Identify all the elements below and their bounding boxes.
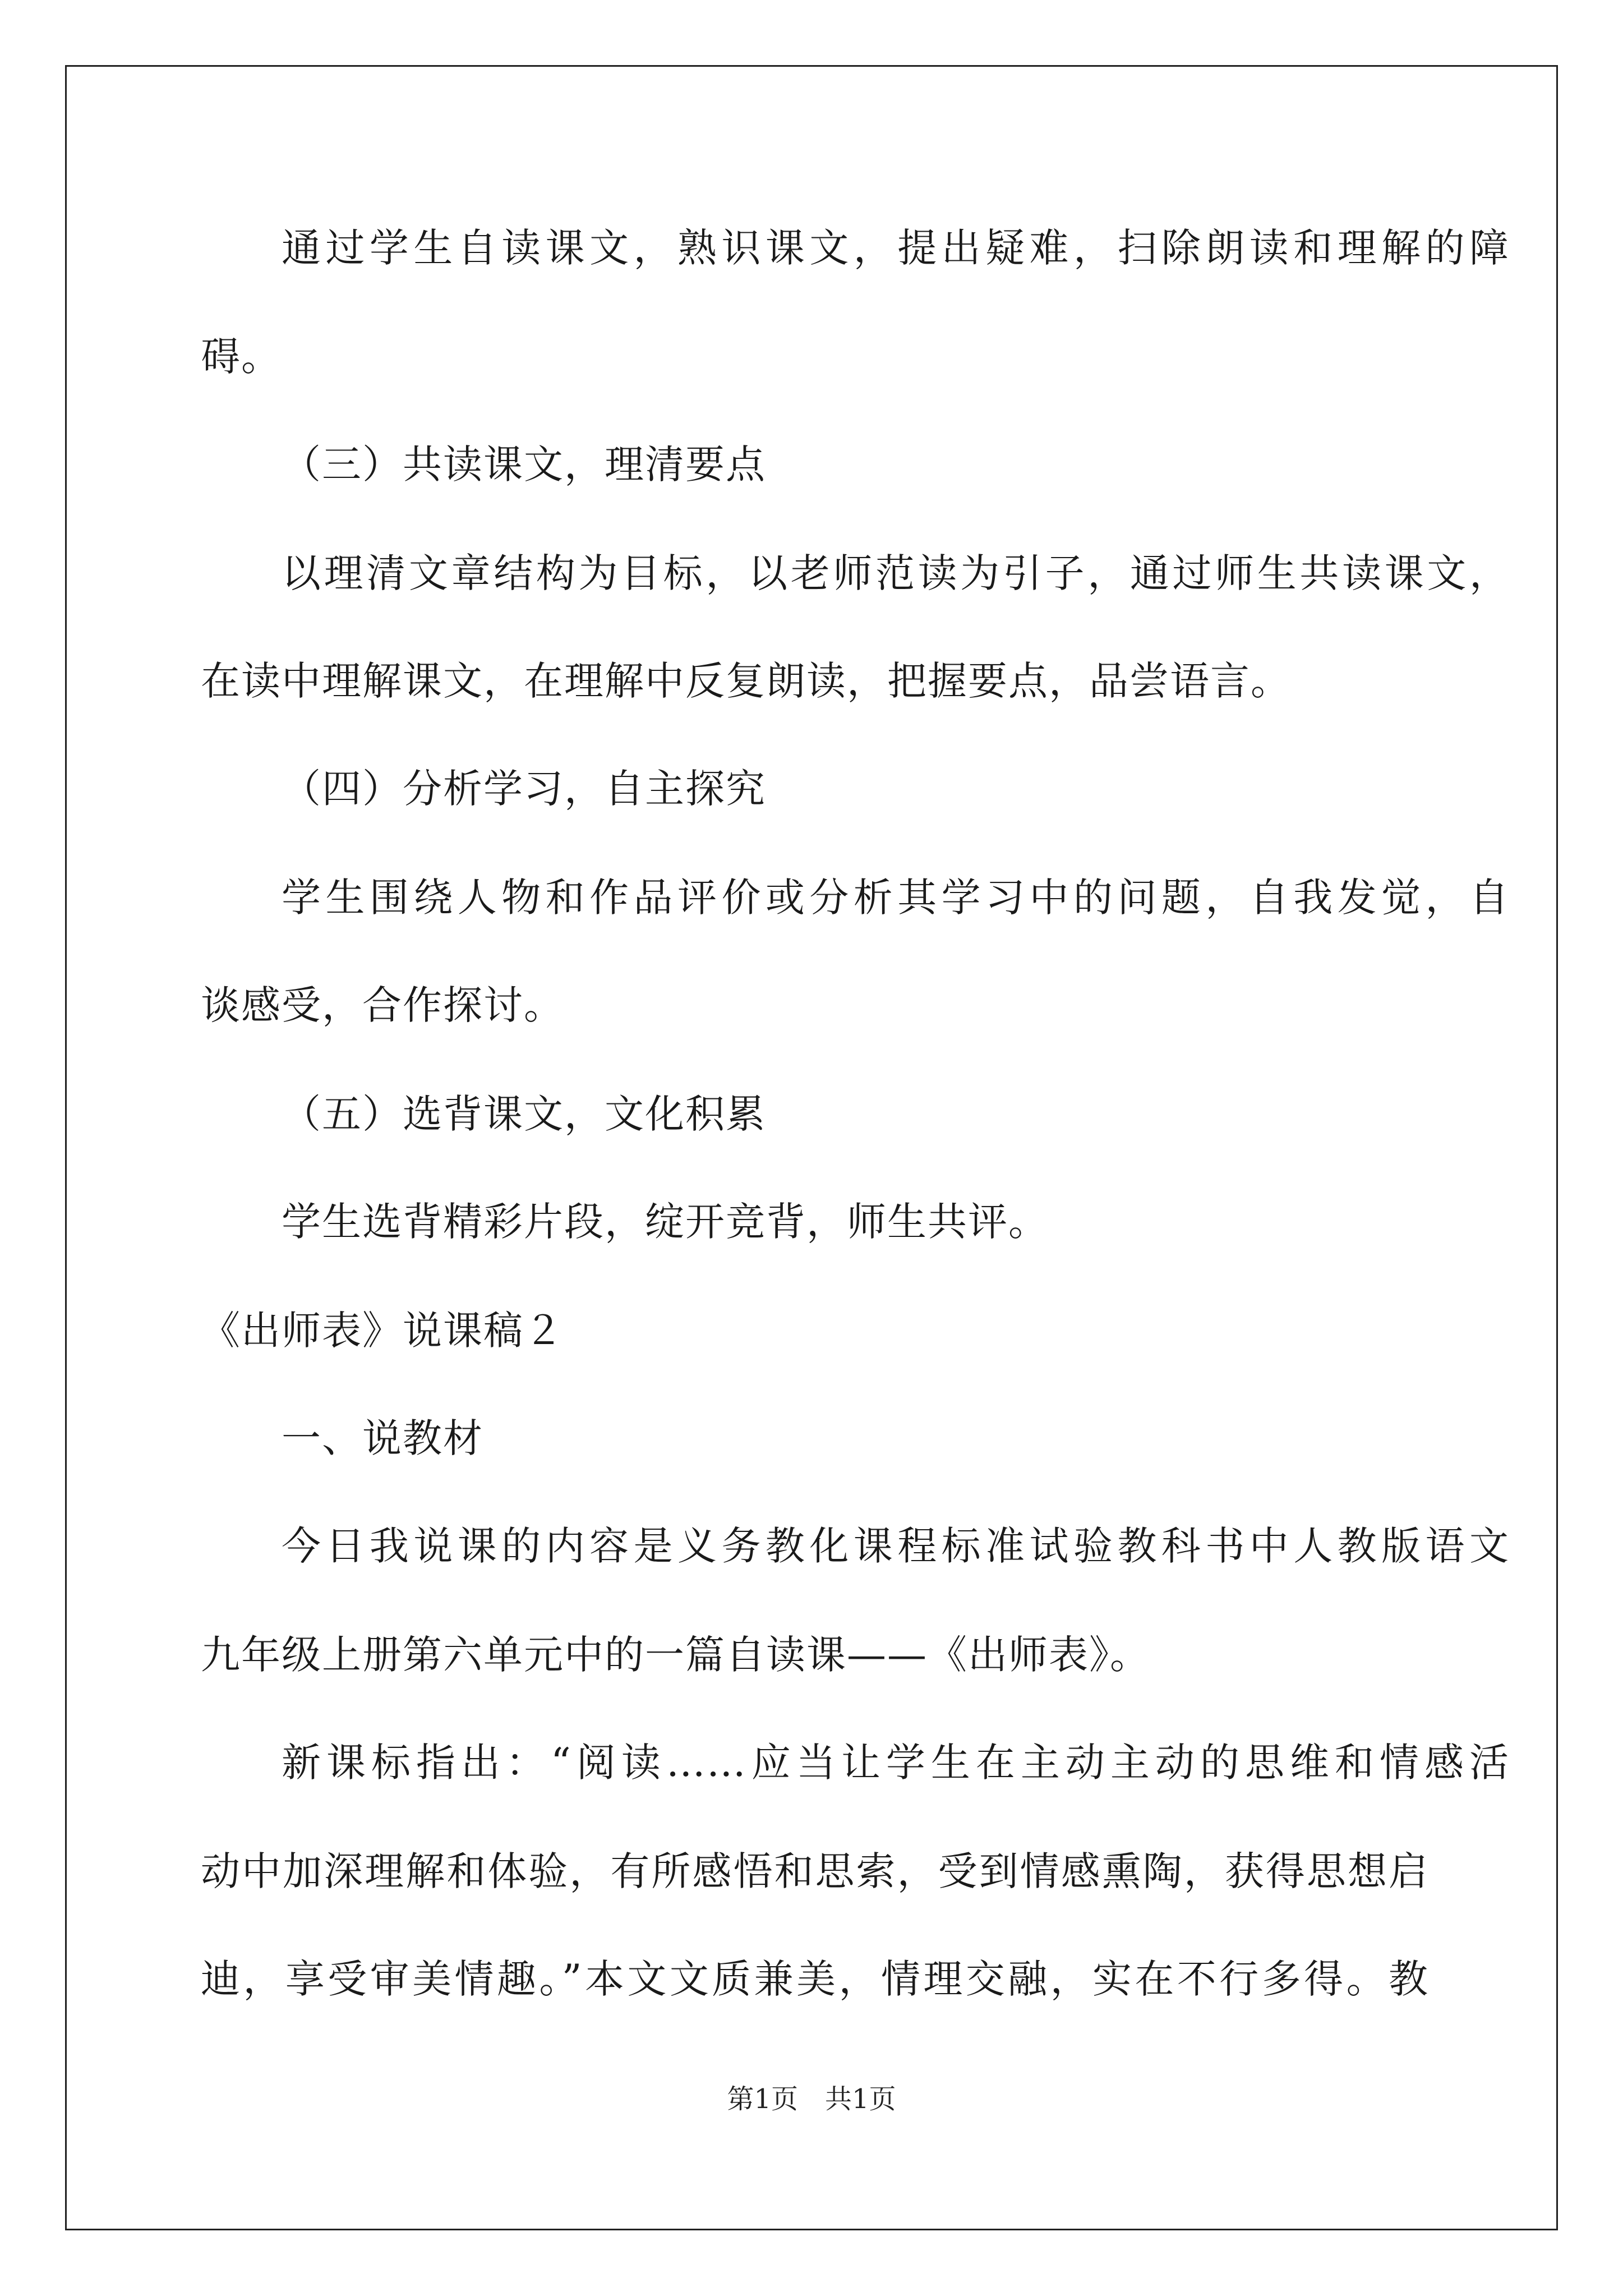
paragraph-line-16: 动中加深理解和体验，有所感悟和思索，受到情感熏陶，获得思想启: [201, 1848, 1429, 1894]
paragraph-line-10: 学生选背精彩片段，绽开竞背，师生共评。: [282, 1199, 1049, 1245]
paragraph-line-14: 九年级上册第六单元中的一篇自读课——《出师表》。: [201, 1632, 1150, 1678]
paragraph-line-1: 通过学生自读课文，熟识课文，提出疑难，扫除朗读和理解的障: [282, 225, 1510, 271]
paragraph-line-8: 谈感受，合作探讨。: [201, 982, 564, 1028]
paragraph-line-2: 碍。: [201, 334, 282, 380]
page-number: 第1页: [727, 2083, 798, 2115]
section-heading-3: （三）共读课文，理清要点: [282, 441, 766, 487]
paragraph-line-17: 迪，享受审美情趣。”本文文质兼美，情理交融，实在不行多得。教: [201, 1956, 1429, 2002]
paragraph-line-7: 学生围绕人物和作品评价或分析其学习中的问题，自我发觉，自: [282, 875, 1510, 921]
page-footer: [0, 2082, 1623, 2116]
paragraph-line-4: 以理清文章结构为目标，以老师范读为引子，通过师生共读课文，: [282, 550, 1510, 596]
section-heading-4: （四）分析学习，自主探究: [282, 766, 766, 812]
section-heading-teaching-material: 一、说教材: [282, 1415, 483, 1461]
document-title: 《出师表》说课稿２: [201, 1308, 564, 1354]
page-total: 共1页: [825, 2083, 896, 2115]
paragraph-line-5: 在读中理解课文，在理解中反复朗读，把握要点，品尝语言。: [201, 658, 1291, 704]
page-border: [65, 65, 1558, 2230]
paragraph-line-15: 新课标指出：“阅读……应当让学生在主动主动的思维和情感活: [282, 1740, 1510, 1786]
section-heading-5: （五）选背课文，文化积累: [282, 1091, 766, 1137]
paragraph-line-13: 今日我说课的内容是义务教化课程标准试验教科书中人教版语文: [282, 1523, 1510, 1569]
